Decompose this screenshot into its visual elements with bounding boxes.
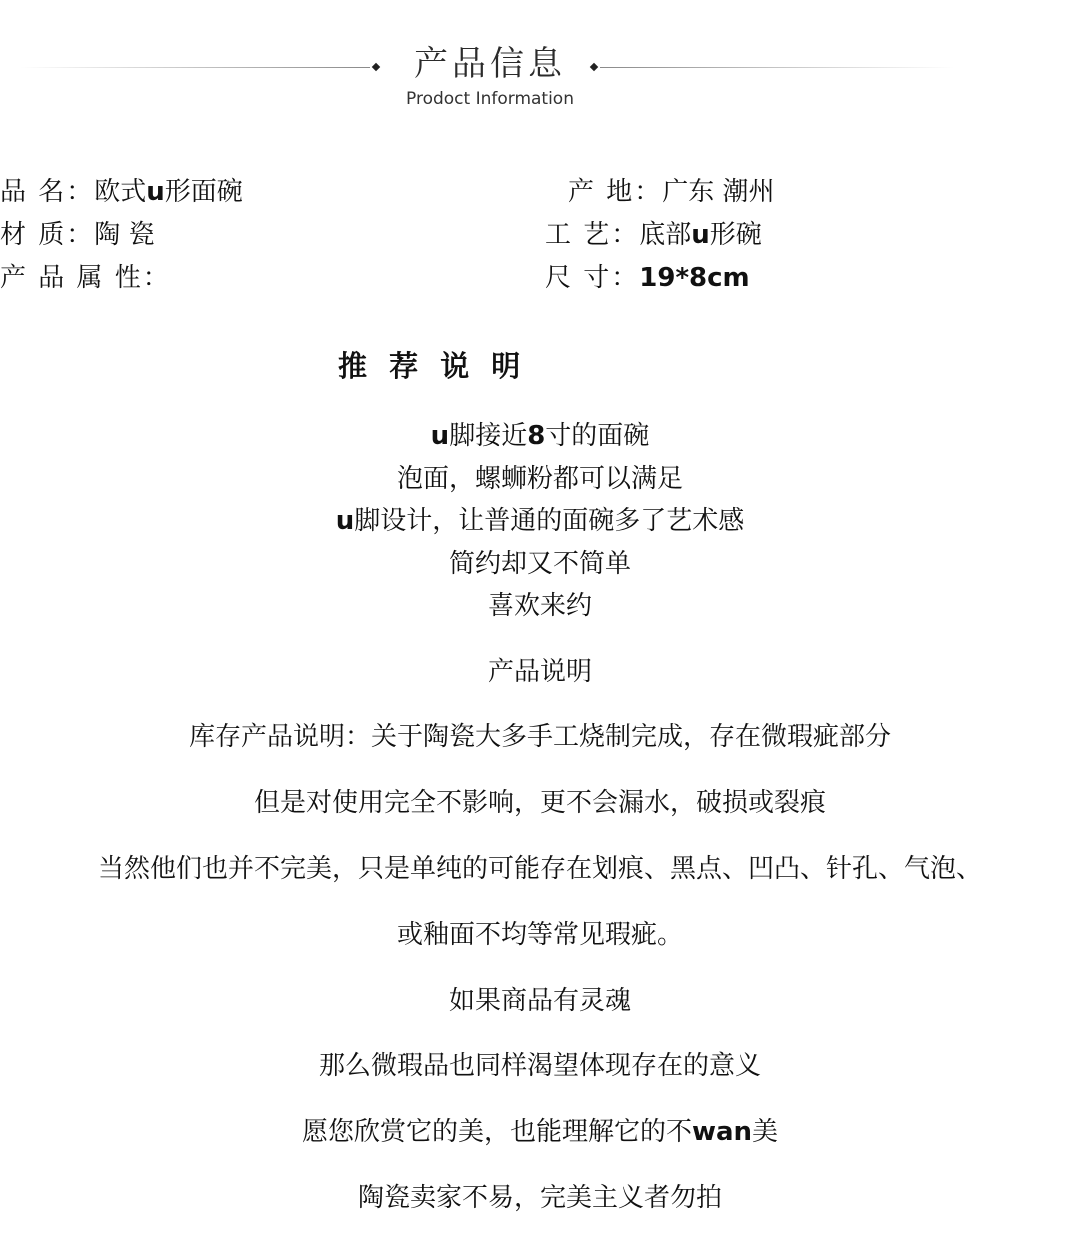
info-value: 广东 潮州 xyxy=(662,177,775,207)
info-value: 底部u形碗 xyxy=(639,220,762,250)
info-craft xyxy=(545,217,762,253)
product-note-line: 愿您欣赏它的美，也能理解它的不wan美 xyxy=(301,1117,779,1147)
recommend-line: 喜欢来约 xyxy=(487,591,592,621)
recommend-title: 推 荐 说 明 xyxy=(338,349,527,383)
info-label: 材 质： xyxy=(0,220,95,250)
product-note-line: 当然他们也并不完美，只是单纯的可能存在划痕、黑点、凹凸、针孔、气泡、 xyxy=(97,854,982,884)
section-subtitle: Prodoct Information xyxy=(406,89,574,109)
divider-line-right xyxy=(600,67,955,68)
info-value: 陶 瓷 xyxy=(94,220,155,250)
product-note-line: 如果商品有灵魂 xyxy=(448,986,631,1016)
info-name xyxy=(0,174,243,210)
product-note-line: 那么微瑕品也同样渴望体现存在的意义 xyxy=(318,1051,761,1081)
info-attributes xyxy=(0,260,171,296)
info-material xyxy=(0,217,155,253)
info-origin xyxy=(568,174,775,210)
product-note-line: 或釉面不均等常见瑕疵。 xyxy=(396,920,683,950)
info-size xyxy=(545,260,750,296)
info-label: 工 艺： xyxy=(545,220,640,250)
product-note-line: 库存产品说明：关于陶瓷大多手工烧制完成，存在微瑕疵部分 xyxy=(188,722,891,752)
info-label: 产 地： xyxy=(568,177,663,207)
section-header xyxy=(0,0,1080,120)
info-label: 产 品 属 性： xyxy=(0,263,171,293)
recommend-line: u脚接近8寸的面碗 xyxy=(430,421,650,451)
info-label: 品 名： xyxy=(0,177,95,207)
product-note-title: 产品说明 xyxy=(487,657,592,687)
recommend-line: 简约却又不简单 xyxy=(448,549,631,579)
recommend-line: 泡面，螺蛳粉都可以满足 xyxy=(396,464,683,494)
info-value: 欧式u形面碗 xyxy=(94,177,243,207)
divider-line-left xyxy=(20,67,370,68)
recommend-line: u脚设计，让普通的面碗多了艺术感 xyxy=(335,506,745,536)
info-value: 19*8cm xyxy=(639,263,750,293)
diamond-icon xyxy=(372,63,380,71)
diamond-icon xyxy=(590,63,598,71)
product-note-line: 但是对使用完全不影响，更不会漏水，破损或裂痕 xyxy=(253,788,826,818)
info-label: 尺 寸： xyxy=(545,263,640,293)
product-note-line: 陶瓷卖家不易，完美主义者勿拍 xyxy=(357,1183,722,1213)
section-title: 产品信息 xyxy=(414,44,566,84)
